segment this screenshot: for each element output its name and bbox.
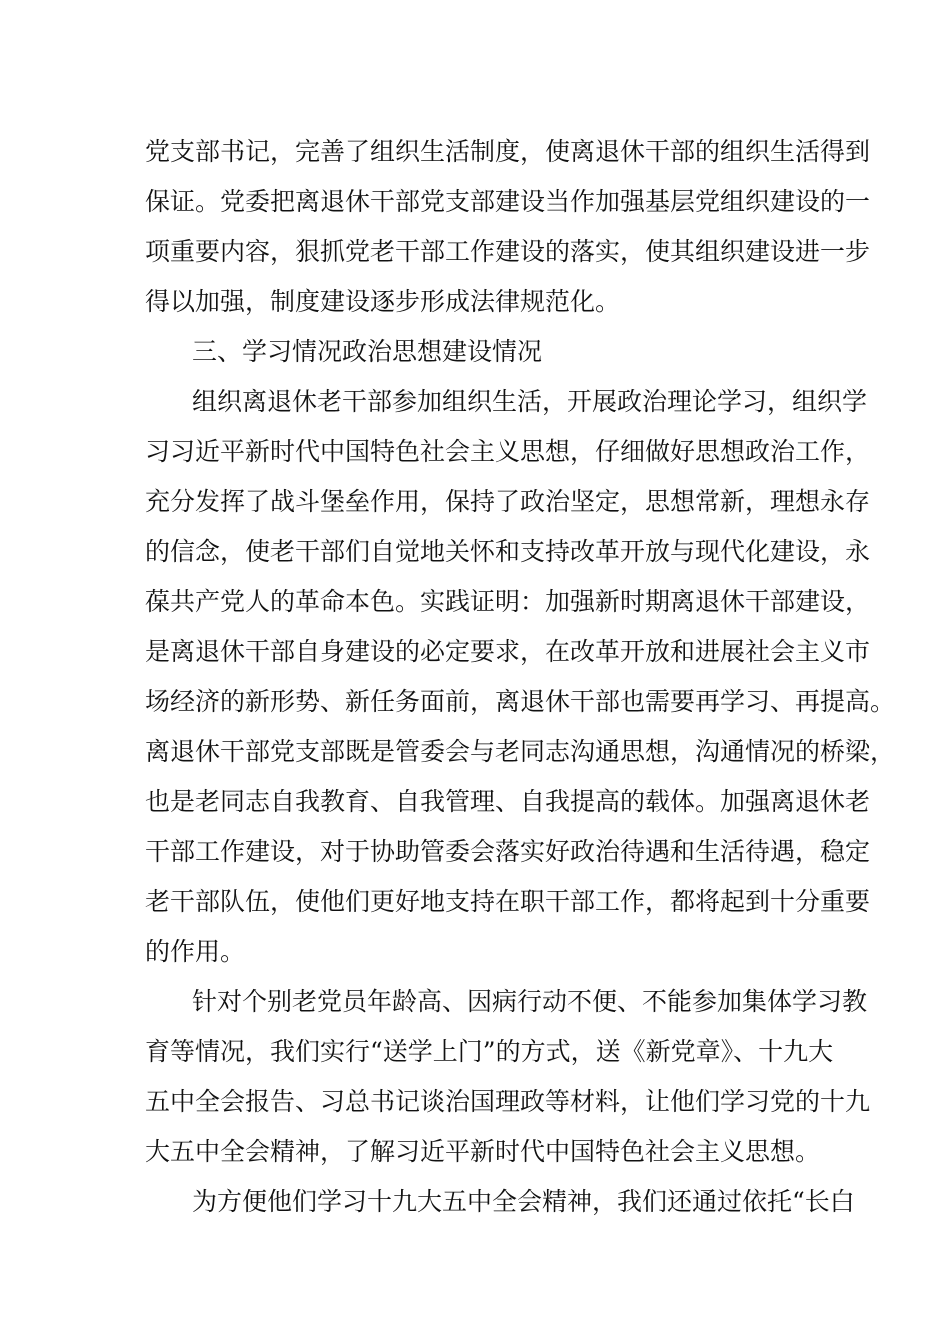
text-line: 为方便他们学习十九大五中全会精神，我们还通过依托“长白 xyxy=(192,1187,855,1216)
text-line: 育等情况，我们实行“送学上门”的方式，送《新党章》、十九大 xyxy=(145,1037,834,1066)
text-line: 充分发挥了战斗堡垒作用，保持了政治坚定，思想常新，理想永存 xyxy=(145,487,871,516)
text-line: 的作用。 xyxy=(145,937,246,966)
text-line: 组织离退休老干部参加组织生活，开展政治理论学习，组织学 xyxy=(192,387,868,416)
text-line: 场经济的新形势、新任务面前，离退休干部也需要再学习、再提高。 xyxy=(145,687,896,716)
text-line: 葆共产党人的革命本色。实践证明：加强新时期离退休干部建设， xyxy=(145,587,871,616)
text-line: 项重要内容，狠抓党老干部工作建设的落实，使其组织建设进一步 xyxy=(145,237,871,266)
text-line: 干部工作建设，对于协助管委会落实好政治待遇和生活待遇，稳定 xyxy=(145,837,871,866)
text-line: 得以加强，制度建设逐步形成法律规范化。 xyxy=(145,287,621,316)
text-line: 离退休干部党支部既是管委会与老同志沟通思想，沟通情况的桥梁， xyxy=(145,737,896,766)
text-line: 是离退休干部自身建设的必定要求，在改革开放和进展社会主义市 xyxy=(145,637,871,666)
text-line: 大五中全会精神，了解习近平新时代中国特色社会主义思想。 xyxy=(145,1137,821,1166)
text-line: 保证。党委把离退休干部党支部建设当作加强基层党组织建设的一 xyxy=(145,187,871,216)
text-line: 五中全会报告、习总书记谈治国理政等材料，让他们学习党的十九 xyxy=(145,1087,871,1116)
section-heading: 三、学习情况政治思想建设情况 xyxy=(192,337,543,366)
text-line: 老干部队伍，使他们更好地支持在职干部工作，都将起到十分重要 xyxy=(145,887,871,916)
text-line: 党支部书记，完善了组织生活制度，使离退休干部的组织生活得到 xyxy=(145,137,871,166)
text-line: 也是老同志自我教育、自我管理、自我提高的载体。加强离退休老 xyxy=(145,787,871,816)
text-line: 的信念，使老干部们自觉地关怀和支持改革开放与现代化建设，永 xyxy=(145,537,871,566)
text-line: 针对个别老党员年龄高、因病行动不便、不能参加集体学习教 xyxy=(192,987,868,1016)
text-line: 习习近平新时代中国特色社会主义思想，仔细做好思想政治工作， xyxy=(145,437,871,466)
